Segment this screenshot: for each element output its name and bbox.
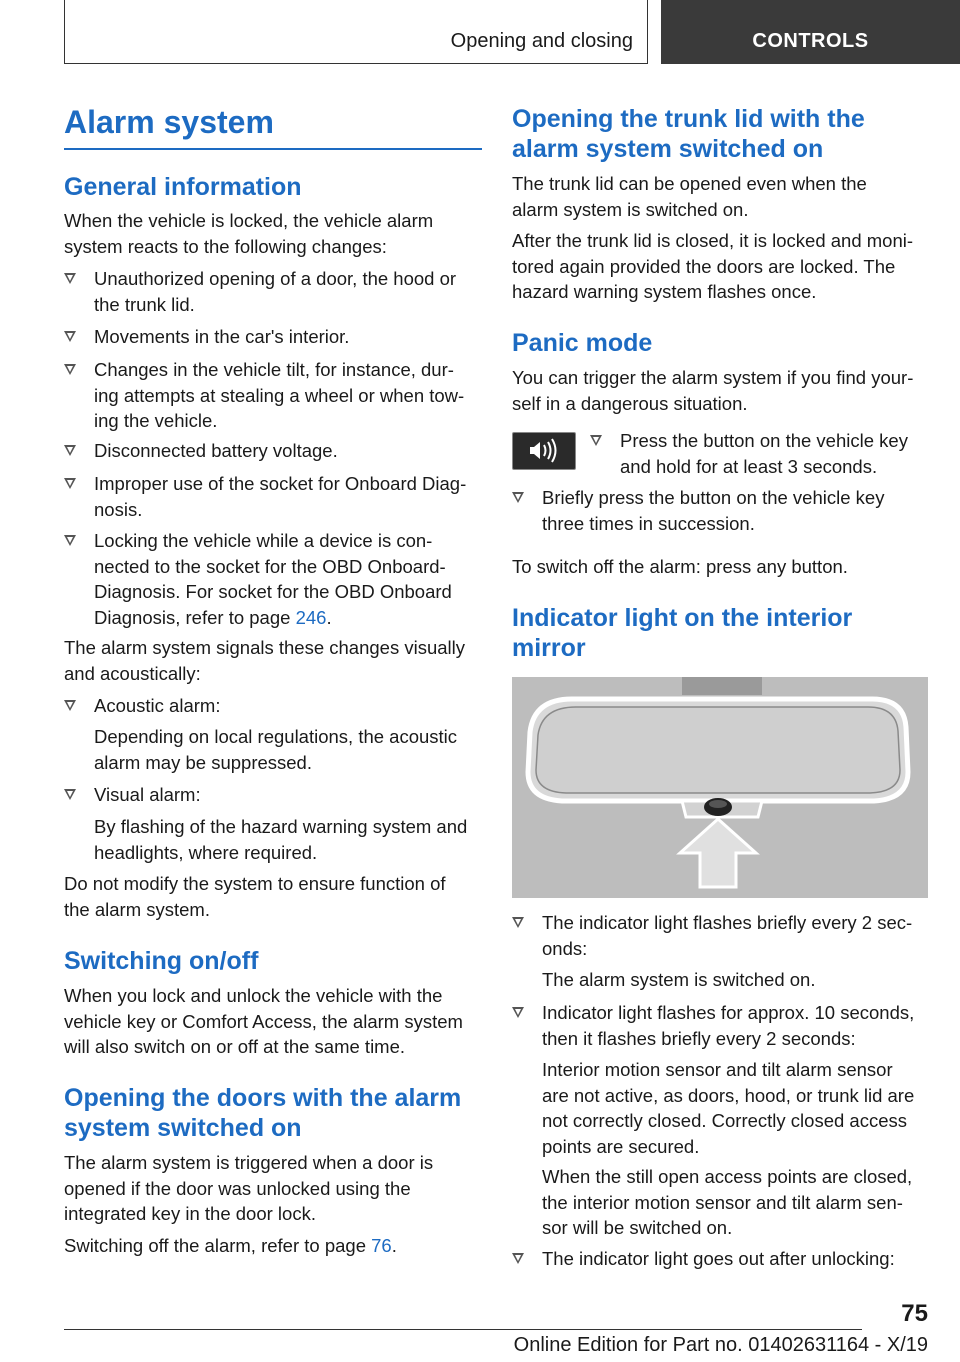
heading-indicator-light: Indicator light on the interior mirror [512, 604, 853, 662]
indicator-b2-sub2: When the still open access points are closed, the interior motion sensor and tilt alarm sen- sor will be switched on. [542, 1166, 913, 1238]
page-number: 75 [901, 1300, 928, 1327]
heading-general-information: General information [64, 173, 302, 201]
triangle-bullet-icon [64, 789, 76, 800]
panic-off-text: To switch off the alarm: press any button. [512, 556, 848, 577]
heading-panic-mode: Panic mode [512, 329, 653, 357]
general-intro: When the vehicle is locked, the vehicle alarm system reacts to the following changes: [64, 210, 434, 257]
key-button-image [512, 432, 576, 470]
page-title: Alarm system [64, 104, 274, 140]
triangle-bullet-icon [590, 435, 602, 446]
interior-mirror-icon [512, 677, 928, 898]
header-chapter-title: CONTROLS [752, 30, 869, 52]
header-section-box [64, 0, 648, 64]
modify-warning: Do not modify the system to ensure function of the alarm system. [64, 873, 446, 920]
triangle-bullet-icon [512, 1253, 524, 1264]
indicator-b1-sub: The alarm system is switched on. [542, 969, 816, 990]
triangle-bullet-icon [64, 700, 76, 711]
triangle-bullet-icon [64, 478, 76, 489]
title-rule [64, 148, 482, 150]
header-chapter-box [661, 0, 960, 64]
indicator-b2-sub1: Interior motion sensor and tilt alarm sensor are not active, as doors, hood, or trunk lid are not correctly closed. Correctly closed access points are secured. [542, 1059, 915, 1157]
triangle-bullet-icon [512, 492, 524, 503]
triangle-bullet-icon [64, 331, 76, 342]
page-link-76[interactable]: 76 [371, 1235, 392, 1256]
signals-text: The alarm system signals these changes visually and acoustically: [64, 637, 466, 684]
triangle-bullet-icon [64, 535, 76, 546]
page-link-246[interactable]: 246 [295, 606, 327, 628]
triangle-bullet-icon [64, 445, 76, 456]
triangle-bullet-icon [64, 273, 76, 284]
footer-rule [64, 1329, 862, 1330]
triangle-bullet-icon [64, 364, 76, 375]
visual-description: By flashing of the hazard warning system and headlights, where required. [94, 816, 468, 863]
triangle-bullet-icon [512, 1007, 524, 1018]
switch-off-reference: Switching off the alarm, refer to page 76. [64, 1235, 397, 1256]
triangle-bullet-icon [512, 917, 524, 928]
trunk-text-2: After the trunk lid is closed, it is locked and moni- tored again provided the doors are locked. The hazard warning system flashes once. [512, 230, 914, 302]
interior-mirror-illustration [512, 677, 928, 898]
acoustic-description: Depending on local regulations, the acoustic alarm may be suppressed. [94, 726, 458, 773]
panic-intro: You can trigger the alarm system if you find your- self in a dangerous situation. [512, 367, 914, 414]
panic-speaker-icon [513, 433, 574, 468]
heading-doors: Opening the doors with the alarm system switched on [64, 1084, 462, 1142]
switching-text: When you lock and unlock the vehicle with the vehicle key or Comfort Access, the alarm system will also switch on or off at the same time. [64, 985, 463, 1057]
heading-switching: Switching on/off [64, 947, 259, 975]
trunk-text-1: The trunk lid can be opened even when the alarm system is switched on. [512, 173, 867, 220]
heading-trunk: Opening the trunk lid with the alarm system switched on [512, 105, 865, 163]
doors-text: The alarm system is triggered when a door is opened if the door was unlocked using the integrated key in the door lock. [64, 1152, 434, 1224]
footer-edition: Online Edition for Part no. 01402631164 - X/19 [513, 1334, 928, 1356]
header-section-title: Opening and closing [450, 30, 633, 52]
